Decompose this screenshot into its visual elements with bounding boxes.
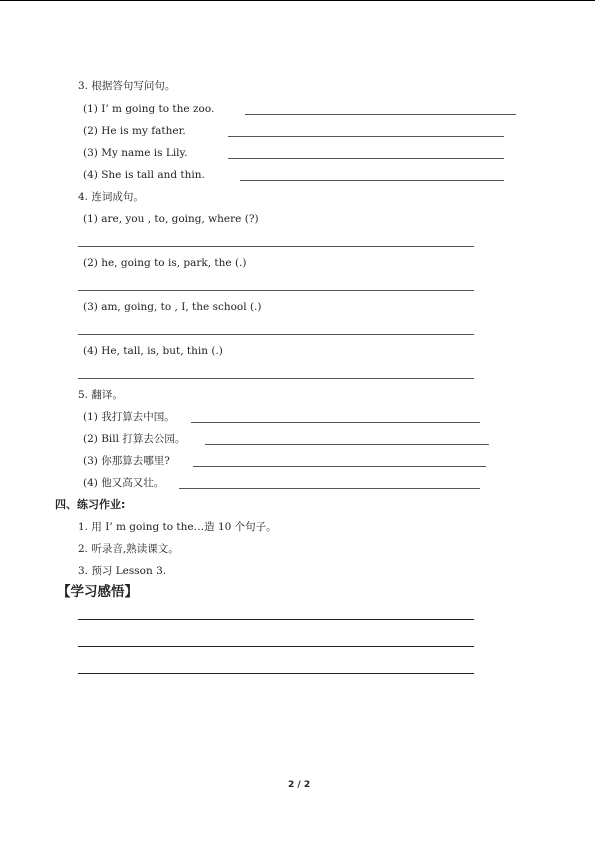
section-4-item-3: (3) am, going, to , I, the school (.) [83, 301, 262, 313]
reflection-line-3[interactable] [78, 673, 474, 674]
answer-line-5-1[interactable] [191, 422, 480, 423]
section-3-item-2: (2) He is my father. [83, 125, 186, 137]
page-number: 2 / 2 [288, 780, 311, 790]
homework-item-3: 3. 预习 Lesson 3. [78, 565, 167, 577]
answer-line-3-2[interactable] [228, 136, 504, 137]
section-5-item-4: (4) 他又高又壮。 [83, 477, 165, 489]
answer-line-4-1[interactable] [78, 246, 474, 247]
homework-item-2: 2. 听录音,熟读课文。 [78, 543, 179, 555]
section-3-item-3: (3) My name is Lily. [83, 147, 188, 159]
reflection-heading: 【学习感悟】 [57, 584, 138, 600]
section-4-title: 4. 连词成句。 [78, 191, 144, 203]
homework-heading: 四、练习作业: [55, 498, 126, 511]
section-4-item-2: (2) he, going to is, park, the (.) [83, 257, 247, 269]
section-4-item-1: (1) are, you , to, going, where (?) [83, 213, 259, 225]
reflection-line-2[interactable] [78, 646, 474, 647]
homework-item-1: 1. 用 I’ m going to the…造 10 个句子。 [78, 521, 277, 533]
section-3-item-1: (1) I’ m going to the zoo. [83, 103, 215, 115]
answer-line-4-3[interactable] [78, 334, 474, 335]
answer-line-3-3[interactable] [228, 158, 504, 159]
section-3-title: 3. 根据答句写问句。 [78, 80, 176, 92]
section-5-item-1: (1) 我打算去中国。 [83, 411, 175, 423]
answer-line-5-3[interactable] [193, 466, 486, 467]
answer-line-3-1[interactable] [245, 114, 516, 115]
section-5-item-2: (2) Bill 打算去公园。 [83, 433, 186, 445]
page-top-rule [0, 0, 595, 1]
reflection-line-1[interactable] [78, 619, 474, 620]
answer-line-4-4[interactable] [78, 378, 474, 379]
section-4-item-4: (4) He, tall, is, but, thin (.) [83, 345, 223, 357]
section-5-item-3: (3) 你那算去哪里? [83, 455, 170, 467]
answer-line-4-2[interactable] [78, 290, 474, 291]
answer-line-5-4[interactable] [179, 488, 480, 489]
answer-line-5-2[interactable] [205, 444, 489, 445]
answer-line-3-4[interactable] [240, 180, 504, 181]
section-5-title: 5. 翻译。 [78, 389, 123, 401]
section-3-item-4: (4) She is tall and thin. [83, 169, 205, 181]
